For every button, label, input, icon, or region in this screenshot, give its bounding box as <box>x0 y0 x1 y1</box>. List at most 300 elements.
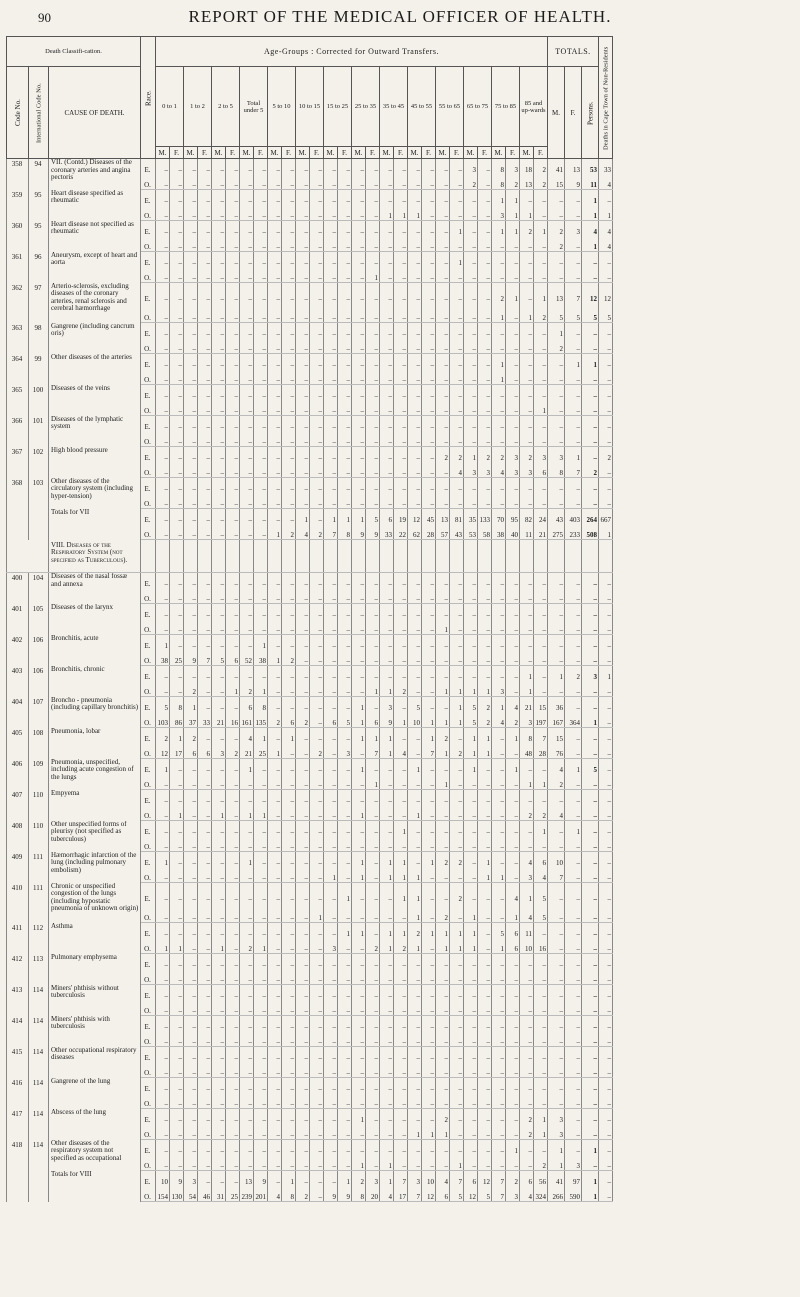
count-cell: – <box>212 354 226 370</box>
count-cell: 1 <box>380 938 394 954</box>
count-cell: – <box>184 416 198 432</box>
count-cell: 5 <box>464 697 478 713</box>
cause-of-death: Gangrene (including cancrum oris) <box>49 323 141 354</box>
count-cell: 1 <box>534 774 548 790</box>
count-cell: 31 <box>212 1186 226 1202</box>
count-cell: – <box>520 431 534 447</box>
count-cell: – <box>464 431 478 447</box>
count-cell: – <box>310 447 324 463</box>
count-cell: 1 <box>240 805 254 821</box>
count-cell: – <box>324 759 338 775</box>
code-no: 400 <box>7 573 29 604</box>
count-cell: 4 <box>268 1186 282 1202</box>
count-cell: – <box>170 283 184 303</box>
total-cell: – <box>582 1093 599 1109</box>
count-cell: 6 <box>380 509 394 525</box>
count-cell: 1 <box>478 852 492 868</box>
code-no: 368 <box>7 478 29 509</box>
count-cell: 1 <box>436 938 450 954</box>
count-cell: 1 <box>338 509 352 525</box>
total-cell: 11 <box>582 174 599 190</box>
table-row <box>7 416 613 432</box>
count-cell: – <box>240 635 254 651</box>
count-cell: – <box>296 1062 310 1078</box>
count-cell: 3 <box>506 447 520 463</box>
count-cell: – <box>324 1016 338 1032</box>
count-cell: 1 <box>282 728 296 744</box>
count-cell: – <box>464 604 478 620</box>
count-cell: 1 <box>156 852 170 868</box>
count-cell: – <box>450 573 464 589</box>
count-cell: – <box>282 619 296 635</box>
count-cell: – <box>366 354 380 370</box>
count-cell: – <box>254 867 268 883</box>
count-cell: – <box>268 159 282 175</box>
total-cell: – <box>548 883 565 903</box>
count-cell: – <box>338 1109 352 1125</box>
count-cell: – <box>268 1016 282 1032</box>
count-cell: – <box>366 493 380 509</box>
count-cell: – <box>282 883 296 903</box>
count-cell: – <box>282 1078 296 1094</box>
count-cell: – <box>506 323 520 339</box>
count-cell: – <box>492 252 506 268</box>
count-cell: – <box>338 728 352 744</box>
count-cell: – <box>324 431 338 447</box>
count-cell: – <box>422 1140 436 1156</box>
count-cell: – <box>394 493 408 509</box>
total-cell: – <box>548 385 565 401</box>
total-cell: – <box>599 573 613 589</box>
count-cell: – <box>366 588 380 604</box>
count-cell: – <box>534 323 548 339</box>
count-cell: – <box>506 1047 520 1063</box>
count-cell: – <box>422 790 436 806</box>
count-cell: – <box>170 462 184 478</box>
cause-of-death: Diseases of the nasal fossæ and annexa <box>49 573 141 604</box>
count-cell: – <box>464 1078 478 1094</box>
count-cell: – <box>310 416 324 432</box>
total-cell: – <box>599 1000 613 1016</box>
count-cell: – <box>492 478 506 494</box>
count-cell: – <box>156 431 170 447</box>
count-cell: – <box>492 1016 506 1032</box>
total-cell: – <box>565 790 582 806</box>
count-cell: – <box>436 159 450 175</box>
count-cell: – <box>506 385 520 401</box>
count-cell: – <box>268 431 282 447</box>
count-cell: – <box>408 267 422 283</box>
count-cell: 1 <box>534 221 548 237</box>
count-cell: – <box>394 252 408 268</box>
count-cell: – <box>156 790 170 806</box>
count-cell: – <box>156 1155 170 1171</box>
count-cell: – <box>478 774 492 790</box>
count-cell: 1 <box>296 509 310 525</box>
total-cell: – <box>582 867 599 883</box>
total-cell: 7 <box>548 867 565 883</box>
count-cell: 2 <box>450 743 464 759</box>
count-cell: 8 <box>520 728 534 744</box>
count-cell: – <box>254 759 268 775</box>
count-cell: – <box>478 903 492 923</box>
count-cell: – <box>408 236 422 252</box>
count-cell: – <box>436 1047 450 1063</box>
count-cell: – <box>408 369 422 385</box>
count-cell: – <box>394 416 408 432</box>
total-cell: – <box>599 338 613 354</box>
count-cell: 33 <box>380 524 394 540</box>
total-cell: – <box>582 681 599 697</box>
count-cell: 37 <box>184 712 198 728</box>
count-cell: – <box>492 790 506 806</box>
code-no: 405 <box>7 728 29 759</box>
count-cell: – <box>534 1140 548 1156</box>
age-group-header: 0 to 1 <box>156 67 184 147</box>
count-cell: – <box>366 478 380 494</box>
count-cell: – <box>436 650 450 666</box>
count-cell: – <box>380 1124 394 1140</box>
count-cell: 4 <box>534 867 548 883</box>
total-cell: – <box>599 635 613 651</box>
count-cell: – <box>394 236 408 252</box>
count-cell: 2 <box>520 1109 534 1125</box>
count-cell: – <box>422 190 436 206</box>
count-cell: – <box>464 385 478 401</box>
count-cell: 1 <box>506 205 520 221</box>
count-cell: 6 <box>506 938 520 954</box>
count-cell: – <box>380 431 394 447</box>
count-cell: – <box>366 1047 380 1063</box>
count-cell: 1 <box>492 221 506 237</box>
count-cell: – <box>170 1155 184 1171</box>
total-cell: – <box>582 1155 599 1171</box>
total-cell: – <box>599 267 613 283</box>
count-cell: – <box>380 354 394 370</box>
race-code: O. <box>141 400 156 416</box>
count-cell: – <box>366 1093 380 1109</box>
count-cell: – <box>380 190 394 206</box>
count-cell: 2 <box>478 447 492 463</box>
table-row <box>7 604 613 620</box>
total-cell: – <box>565 1093 582 1109</box>
code-no <box>7 509 29 540</box>
count-cell: – <box>506 774 520 790</box>
count-cell: – <box>156 478 170 494</box>
count-cell: – <box>310 493 324 509</box>
count-cell: – <box>492 431 506 447</box>
count-cell: 1 <box>534 1124 548 1140</box>
count-cell: 1 <box>380 743 394 759</box>
count-cell: – <box>310 573 324 589</box>
count-cell: – <box>422 283 436 303</box>
count-cell: – <box>240 1062 254 1078</box>
count-cell: – <box>478 1140 492 1156</box>
total-cell: – <box>582 1031 599 1047</box>
count-cell: – <box>394 903 408 923</box>
count-cell: – <box>156 221 170 237</box>
count-cell: – <box>198 969 212 985</box>
code-no: 417 <box>7 1109 29 1140</box>
count-cell: 5 <box>534 903 548 923</box>
count-cell: 1 <box>394 883 408 903</box>
count-cell: – <box>268 478 282 494</box>
count-cell: – <box>310 385 324 401</box>
count-cell: 86 <box>170 712 184 728</box>
count-cell: – <box>310 867 324 883</box>
male-subheader: M. <box>492 147 506 159</box>
count-cell: – <box>366 923 380 939</box>
count-cell: – <box>352 666 366 682</box>
total-cell: 1 <box>582 236 599 252</box>
count-cell: – <box>226 954 240 970</box>
count-cell: – <box>366 666 380 682</box>
count-cell: 1 <box>226 681 240 697</box>
count-cell: – <box>450 400 464 416</box>
count-cell: – <box>156 774 170 790</box>
count-cell: 1 <box>422 712 436 728</box>
count-cell: 1 <box>268 743 282 759</box>
count-cell: – <box>170 1062 184 1078</box>
count-cell: 1 <box>492 867 506 883</box>
count-cell: – <box>478 159 492 175</box>
table-row <box>7 1016 613 1032</box>
count-cell: – <box>310 509 324 525</box>
count-cell: – <box>184 385 198 401</box>
cause-of-death: Gangrene of the lung <box>49 1078 141 1109</box>
total-cell: 1 <box>599 205 613 221</box>
count-cell: – <box>520 190 534 206</box>
count-cell: – <box>408 1062 422 1078</box>
count-cell: – <box>520 369 534 385</box>
count-cell: – <box>240 478 254 494</box>
count-cell: – <box>268 867 282 883</box>
count-cell: – <box>338 1078 352 1094</box>
count-cell: – <box>492 954 506 970</box>
count-cell: 2 <box>436 903 450 923</box>
total-cell: – <box>582 416 599 432</box>
count-cell: – <box>324 283 338 303</box>
count-cell: – <box>254 1062 268 1078</box>
count-cell: – <box>366 385 380 401</box>
count-cell: 1 <box>436 743 450 759</box>
count-cell: – <box>268 852 282 868</box>
count-cell: 2 <box>520 805 534 821</box>
count-cell: – <box>268 1140 282 1156</box>
count-cell: – <box>212 252 226 268</box>
count-cell: – <box>268 385 282 401</box>
count-cell: – <box>380 159 394 175</box>
section-title: VIII. Diseases of the Respiratory System (not specified as Tuberculous). <box>51 540 128 564</box>
count-cell: – <box>450 1047 464 1063</box>
count-cell: – <box>282 447 296 463</box>
count-cell: – <box>170 221 184 237</box>
total-cell: – <box>599 1062 613 1078</box>
count-cell: – <box>436 338 450 354</box>
count-cell: 103 <box>156 712 170 728</box>
count-cell: – <box>226 252 240 268</box>
count-cell: – <box>450 174 464 190</box>
count-cell: 6 <box>534 852 548 868</box>
count-cell: – <box>380 1078 394 1094</box>
count-cell: – <box>268 836 282 852</box>
count-cell: – <box>184 923 198 939</box>
male-subheader: M. <box>268 147 282 159</box>
total-cell: – <box>565 400 582 416</box>
count-cell: – <box>380 619 394 635</box>
total-cell: 3 <box>548 1124 565 1140</box>
count-cell: – <box>240 236 254 252</box>
count-cell: – <box>226 478 240 494</box>
count-cell: – <box>156 1016 170 1032</box>
intl-code-no: 96 <box>29 252 49 283</box>
age-group-header: 15 to 25 <box>324 67 352 147</box>
count-cell: 1 <box>254 805 268 821</box>
count-cell: – <box>254 1016 268 1032</box>
count-cell: – <box>408 774 422 790</box>
count-cell: – <box>450 867 464 883</box>
count-cell: – <box>380 650 394 666</box>
count-cell: – <box>240 524 254 540</box>
count-cell: – <box>324 462 338 478</box>
table-row <box>7 852 613 868</box>
count-cell: – <box>464 1109 478 1125</box>
cause-of-death: Miners' phthisis with tuberculosis <box>49 1016 141 1047</box>
count-cell: – <box>282 938 296 954</box>
count-cell: 1 <box>450 252 464 268</box>
totals-row <box>7 1171 613 1187</box>
count-cell: – <box>324 604 338 620</box>
count-cell: 7 <box>394 1171 408 1187</box>
total-cell: – <box>599 588 613 604</box>
count-cell: – <box>464 1124 478 1140</box>
count-cell: – <box>436 1078 450 1094</box>
count-cell: – <box>380 493 394 509</box>
count-cell: – <box>254 852 268 868</box>
count-cell: – <box>226 174 240 190</box>
count-cell: – <box>492 1093 506 1109</box>
male-subheader: M. <box>464 147 478 159</box>
count-cell: – <box>282 635 296 651</box>
count-cell: 12 <box>478 1171 492 1187</box>
count-cell: – <box>450 190 464 206</box>
count-cell: – <box>170 681 184 697</box>
count-cell: – <box>352 985 366 1001</box>
count-cell: – <box>506 416 520 432</box>
count-cell: – <box>478 938 492 954</box>
count-cell: – <box>156 1124 170 1140</box>
intl-code-no: 105 <box>29 604 49 635</box>
count-cell: 1 <box>422 852 436 868</box>
count-cell: – <box>478 985 492 1001</box>
count-cell: 9 <box>184 650 198 666</box>
count-cell: – <box>422 221 436 237</box>
total-cell: – <box>582 743 599 759</box>
count-cell: – <box>464 573 478 589</box>
count-cell: – <box>296 400 310 416</box>
count-cell: – <box>226 1000 240 1016</box>
total-cell: – <box>599 1140 613 1156</box>
count-cell: – <box>198 635 212 651</box>
total-cell: – <box>582 821 599 837</box>
count-cell: – <box>408 1047 422 1063</box>
count-cell: – <box>198 1109 212 1125</box>
count-cell: – <box>436 323 450 339</box>
total-cell: – <box>565 338 582 354</box>
count-cell: 5 <box>464 712 478 728</box>
count-cell: 2 <box>534 159 548 175</box>
count-cell: – <box>212 883 226 903</box>
total-cell: – <box>599 743 613 759</box>
count-cell: – <box>408 283 422 303</box>
count-cell: – <box>296 354 310 370</box>
count-cell: – <box>436 478 450 494</box>
count-cell: – <box>450 790 464 806</box>
count-cell: – <box>310 985 324 1001</box>
intl-code-no: 114 <box>29 1140 49 1171</box>
count-cell: – <box>310 478 324 494</box>
count-cell: – <box>408 1093 422 1109</box>
count-cell: – <box>436 883 450 903</box>
count-cell: – <box>324 1093 338 1109</box>
count-cell: 1 <box>380 923 394 939</box>
intl-code-no: 110 <box>29 821 49 852</box>
count-cell: – <box>198 338 212 354</box>
count-cell: – <box>226 759 240 775</box>
count-cell: 1 <box>380 205 394 221</box>
total-cell: – <box>599 1031 613 1047</box>
count-cell: – <box>464 1016 478 1032</box>
intl-code-no <box>29 1171 49 1202</box>
count-cell: – <box>366 1078 380 1094</box>
race-code: E. <box>141 509 156 525</box>
count-cell: – <box>198 493 212 509</box>
count-cell: – <box>492 493 506 509</box>
count-cell: – <box>450 1078 464 1094</box>
count-cell: – <box>464 369 478 385</box>
count-cell: – <box>394 728 408 744</box>
count-cell: – <box>520 400 534 416</box>
race-code: O. <box>141 938 156 954</box>
total-cell: 2 <box>599 447 613 463</box>
total-cell: – <box>565 1140 582 1156</box>
count-cell: – <box>254 493 268 509</box>
count-cell: – <box>198 385 212 401</box>
count-cell: – <box>380 478 394 494</box>
count-cell: – <box>492 666 506 682</box>
race-code: E. <box>141 1171 156 1187</box>
count-cell: – <box>492 903 506 923</box>
count-cell: – <box>324 774 338 790</box>
count-cell: 95 <box>506 509 520 525</box>
total-cell: – <box>548 354 565 370</box>
count-cell: – <box>296 478 310 494</box>
count-cell: 1 <box>408 903 422 923</box>
count-cell: – <box>506 743 520 759</box>
count-cell: – <box>520 650 534 666</box>
count-cell: – <box>366 1031 380 1047</box>
count-cell: – <box>184 338 198 354</box>
count-cell: – <box>212 1093 226 1109</box>
count-cell: – <box>422 1062 436 1078</box>
count-cell: – <box>324 159 338 175</box>
count-cell: – <box>380 1140 394 1156</box>
total-cell: – <box>565 774 582 790</box>
total-cell: 1 <box>582 1186 599 1202</box>
count-cell: 1 <box>464 903 478 923</box>
count-cell: – <box>226 969 240 985</box>
count-cell: – <box>352 447 366 463</box>
